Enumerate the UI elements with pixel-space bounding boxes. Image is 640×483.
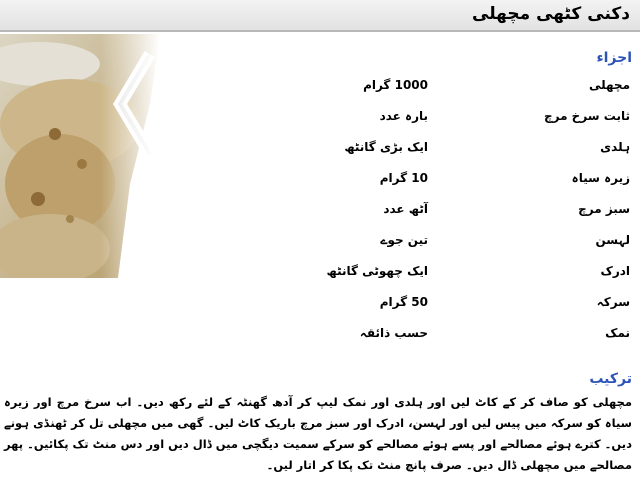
ingredient-row: [340, 295, 640, 315]
ingredient-row: [340, 171, 640, 191]
page-title: دکنی کٹھی مچھلی: [472, 4, 630, 24]
ingredient-row: [340, 202, 640, 222]
title-bar: [0, 0, 640, 32]
ingredient-name: ادرک: [600, 264, 630, 278]
ingredient-name: مچھلی: [588, 78, 630, 92]
ingredient-quantity: 1000 گرام: [363, 78, 428, 92]
ingredient-name: زیرہ سیاہ: [571, 171, 630, 185]
ingredient-quantity: 50 گرام: [379, 295, 428, 309]
ingredient-name: سرکہ: [596, 295, 630, 309]
ingredient-name: ہلدی: [600, 140, 630, 154]
ingredient-row: [340, 233, 640, 253]
food-photo: [0, 34, 160, 278]
ingredients-list: [326, 78, 640, 358]
ingredient-row: [340, 326, 640, 346]
ingredient-quantity: 10 گرام: [379, 171, 428, 185]
ingredient-quantity: ایک بڑی گانٹھ: [344, 140, 428, 154]
ingredient-name: ثابت سرخ مرچ: [543, 109, 630, 123]
ingredient-quantity: ایک چھوٹی گانٹھ: [326, 264, 428, 278]
ingredient-row: [326, 264, 640, 284]
ingredient-quantity: آٹھ عدد: [383, 202, 428, 216]
ingredient-name: سبز مرچ: [578, 202, 630, 216]
ingredient-quantity: حسب ذائقہ: [359, 326, 428, 340]
ingredients-heading: اجزاء: [596, 50, 632, 66]
ingredient-quantity: تین جوے: [380, 233, 428, 247]
ingredient-row: [340, 109, 640, 129]
ingredient-name: نمک: [605, 326, 630, 340]
method-text: مچھلی کو صاف کر کے کاٹ لیں اور ہلدی اور نمک لیپ کر آدھ گھنٹہ کے لئے رکھ دیں۔ اب سرخ مرچ اور زیرہ سیاہ کو سرکہ میں پیس لیں اور لہسن، ادرک اور سبز مرچ باریک کاٹ لیں۔ گھی میں مچھلی تل کر ٹھنڈی ہونے دیں۔ کترے ہوئے مصالحے اور پسے ہوئے مصالحے کو سرکے سمیت دیگچی میں ڈال دیں اور دس منٹ تک پکائیں۔ پھر مصالحے میں مچھلی ڈال دیں۔ صرف پانچ منٹ تک پکا کر اتار لیں۔: [4, 395, 632, 472]
ingredient-row: [340, 140, 640, 160]
method-heading: ترکیب: [589, 371, 632, 387]
ingredient-name: لہسن: [595, 233, 630, 247]
ingredient-quantity: بارہ عدد: [379, 109, 428, 123]
ingredient-row: [340, 78, 640, 98]
